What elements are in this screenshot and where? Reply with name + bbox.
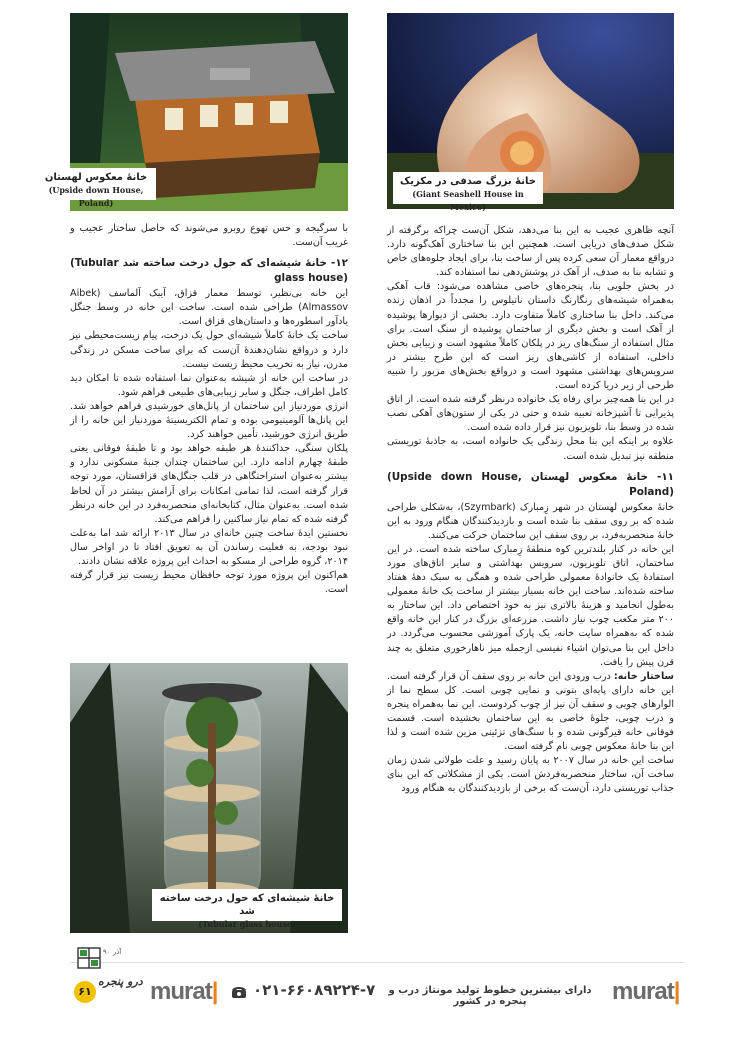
paragraph: علاوه بر اینکه این بنا محل زندگی یک خانواده است، به جاذبهٔ توریستی منطقه نیز تبدیل شده است. (387, 436, 674, 462)
paragraph: خانهٔ معکوس لهستان در شهر زِمبارک (Szymbark)، به‌شکلی طراحی شده که بر روی سقف بنا شده است و بازدیدکنندگان هنگام ورود به این خانهٔ منحصربه‌فرد، بر روی سقف این ساختمان حرکت می‌کنند. (387, 501, 674, 541)
phone-icon (231, 984, 247, 998)
paragraph: در ساخت این خانه از شیشه به‌عنوان نما استفاده شده تا امکان دید کامل اطراف، جنگل و سایر زیبایی‌های طبیعی فراهم شود. (70, 372, 348, 398)
left-text-column (70, 222, 348, 597)
paragraph: این خانه بی‌نظیر، توسط معمار قزاق، آیبک آلماسف (Aibek Almassov) طراحی شده است. ساخت این خانه در وسط جنگل یادآور اسطوره‌ها و داستان‌های قزاق است. (70, 288, 348, 328)
upside-down-house-caption (36, 168, 156, 208)
page-number: ۶۱ (74, 981, 96, 1003)
tubular-glass-house-caption (152, 889, 342, 929)
paragraph: ساخت این خانه در سال ۲۰۰۷ به پایان رسید و علت طولانی شدن زمان ساخت آن، ساختار منحصربه‌فردش است. یکی از مشکلاتی که این بنای جذاب توریستی دارد، آن‌ست که برخی از بازدیدکنندگان به هنگام ورود (387, 755, 674, 795)
lead-in: ساختار خانه: (613, 670, 674, 682)
paragraph: ساخت یک خانهٔ کاملاً شیشه‌ای حول یک درخت، پیام زیست‌محیطی نیز دارد و درواقع نشان‌دهندهٔ آن‌ست که برای ساخت مسکن در زندگی مدرن، نیاز به تخریب محیط زیست نیست. (70, 330, 348, 370)
paragraph: نخستین ایدهٔ ساخت چنین خانه‌ای در سال ۲۰۱۳ ارائه شد اما به‌علت نبود بودجه، به فعلیت رساندن آن به تعویق افتاد تا در اواخر سال ۲۰۱۴، گروه طراحی از مسکو به احداث این پروژه علاقه نشان دادند. (70, 527, 348, 567)
paragraph: آنچه ظاهری عجیب به این بنا می‌دهد، شکل آن‌ست چراکه برگرفته از شکل صدف‌های دریایی است. همچنین این بنا ساختاری آهک‌گونه دارد. درواقع معمار آن سعی کرده‌ پس از ساخت بنا، برای ایجاد جلوه‌های خاص و تشابه بنا به صدف، از آهک در پوشش‌دهی نما استفاده کند. (387, 225, 674, 279)
paragraph: پلکان سنگی، جداکنندهٔ هر طبقه خواهد بود و تا طبقهٔ فوقانی یعنی طبقهٔ چهارم ادامه دارد. این ساختمان چندان جنبهٔ مسکونی ندارد و بیشتر به‌عنوان استراحتگاهی در قلب جنگل‌های قزاقستان، مورد توجه قرار گرفته است، لذا تمامی امکانات برای آرامش بیشتر در آن لحاظ شده است. به‌عنوان مثال، کتابخانه‌ای منحصربه‌فرد در این خانه درنظر گرفته شده که تمام نیاز ساکنین را فراهم می‌کند. (70, 443, 348, 525)
footer-tagline: دارای بیشترین خطوط تولید مونتاژ درب و پنجره در کشور (388, 985, 592, 1007)
paragraph: انرژی موردنیاز این ساختمان از پانل‌های خورشیدی فراهم خواهد شد. این پانل‌ها آلومینیومی بوده و تمام الکتریسیتهٔ موردنیاز این خانه را از طریق انرژی خورشید، تأمین خواهند کرد. (70, 400, 348, 441)
caption-en: (Giant Seashell House in Mexico) (412, 189, 524, 212)
caption-en: (Upside down House, Poland) (48, 185, 144, 208)
brand-logo-left: murat| (150, 978, 218, 1005)
section-heading-11: ۱۱- خانهٔ معکوس لهستان (Upside down House, Poland) (387, 470, 674, 498)
right-text-column (387, 224, 674, 797)
magazine-name: درو پنجره (98, 975, 143, 988)
paragraph: هم‌اکنون این پروژه مورد توجه حافظان محیط زیست نیز قرار گرفته است. (70, 570, 348, 596)
magazine-logo (74, 946, 104, 972)
section-heading-12: ۱۲- خانهٔ شیشه‌ای که حول درخت ساخته شد (Tubular glass house) (70, 257, 348, 285)
caption-fa: خانهٔ بزرگ صدفی در مکزیک (400, 176, 536, 187)
paragraph: در این بنا همه‌چیز برای رفاه یک خانواده درنظر گرفته شده است. از اتاق پذیرایی تا آشپزخانه تعبیه شده و حتی در یکی از ستون‌های آهکی نصب شده در وسط بنا، تلویزیون نیز قرار داده شده است. (387, 394, 674, 434)
footer-divider (70, 962, 684, 963)
caption-en: (Tubular glass house) (198, 919, 296, 929)
seashell-house-caption (393, 172, 543, 212)
paragraph: در بخش جلویی بنا، پنجره‌های خاصی مشاهده می‌شود: قاب آهکی به‌همراه شیشه‌های رنگارنگ داستان ناتیلوس را مجدداً در اذهان زنده می‌کند. داخل بنا ساختاری کاملاً متفاوت دارد. بخشی از دیوارها پوشیده از آهک است و بخش دیگری از ساختمان پوشیده از سنگ است. برای مثال استفاده از سنگ‌های ریز در پلکان کاملاً مشهود است و زیبایی بخش داخلی، استفاده از کاشی‌های ریز است که این طرح بیشتر در سرویس‌های بهداشتی مشهود است و درواقع بخش‌های مزبور را شبیه طرحی از زیر دریا کرده است. (387, 281, 674, 392)
paragraph: ساختار خانه: درب ورودی این خانه بر روی سقف آن قرار گرفته است. این خانه دارای پایه‌ای بتونی و نمایی چوبی است. کل سطح نما از الوارهای چوبی و سقف آن نیز از چوب کردوست. این نما به‌همراه پنجره و درب چوبی، جلوهٔ خاصی به این ساختمان بخشیده است. قسمت فوقانی خانه قیرگونی شده و با سنگ‌های تزئینی مزین شده است و لذا این بنا خانهٔ معکوس چوبی نام گرفته است. (387, 670, 674, 753)
phone-number: ۰۲۱-۶۶۰۸۹۲۲۴-۷ (253, 981, 376, 999)
paragraph: با سرگیجه و حس تهوع روبرو می‌شوند که حاصل ساختار عجیب و غریب آن‌ست. (70, 223, 348, 249)
brand-logo-right: murat| (612, 978, 680, 1005)
caption-fa: خانهٔ شیشه‌ای که حول درخت ساخته شد (159, 893, 335, 917)
issue-label: آذر ۹۰ (103, 948, 122, 956)
paragraph: این خانه در کنار بلندترین کوه منطقهٔ زِمبارک ساخته شده است. در این ساختمان، اتاق تلویزیون، سرویس بهداشتی و سایر اتاق‌های مورد استفادهٔ یک خانوادهٔ معمولی طراحی شده و همگی به سبک دههٔ هفتاد ساخته شده‌اند. ساخت این خانه بسیار بیشتر از ساخت یک خانهٔ معمولی به‌طول انجامید و هزینهٔ بالاتری نیز به خود اختصاص داد. این ساختار به ۲۰۰ متر مکعب چوب نیاز داشت. مزرعه‌ای بزرگ در کنار این خانه واقع شده که به‌همراه سایت خانه، یک پارک آموزشی محسوب می‌گردد. در داخل این بنا می‌توان اشیاء نفیسی ازجمله میز ناهارخوری متعلق به چند قرن پیش را یافت. (387, 543, 674, 668)
caption-fa: خانهٔ معکوس لهستان (44, 172, 148, 183)
